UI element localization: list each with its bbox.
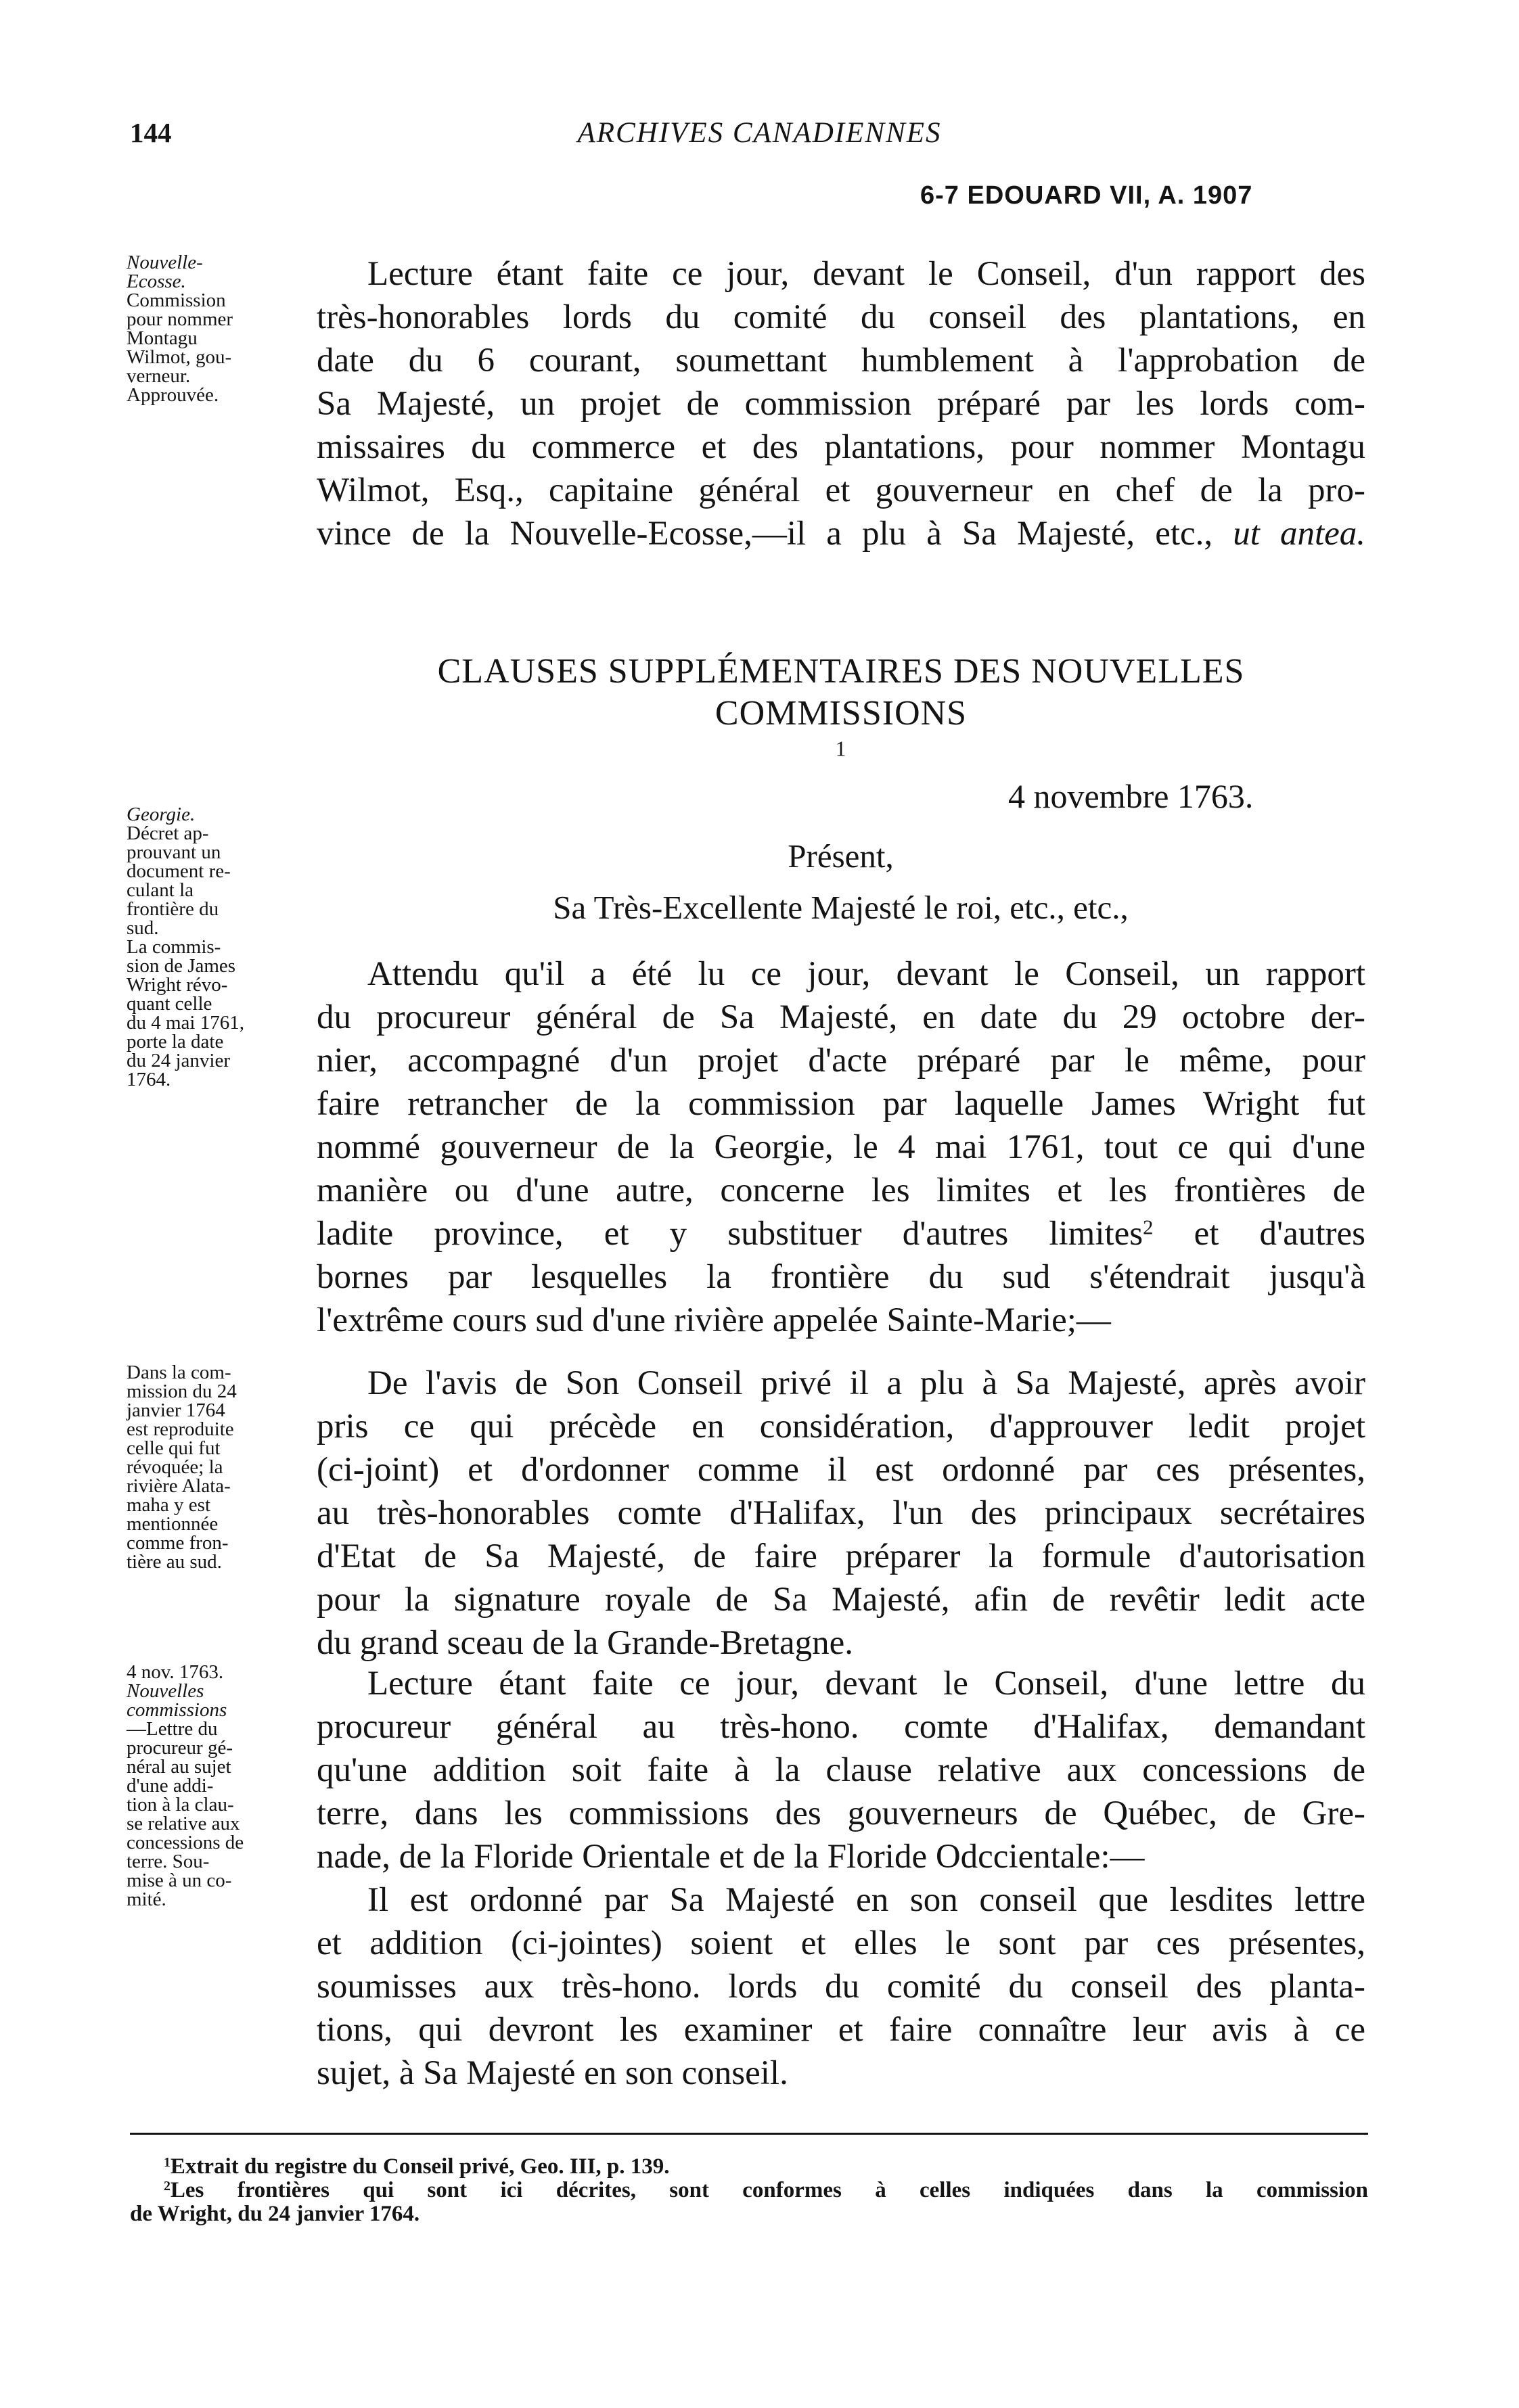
margin-note-line: Wright révo- bbox=[127, 974, 228, 996]
margin-note-line: pour nommer bbox=[127, 308, 233, 330]
margin-note-line: néral au sujet bbox=[127, 1756, 231, 1778]
text-line: nier, accompagné d'un projet d'acte préparé par le même, pour bbox=[317, 1042, 1365, 1080]
heading-line: CLAUSES SUPPLÉMENTAIRES DES NOUVELLES bbox=[437, 652, 1245, 691]
margin-note-line: du 24 janvier bbox=[127, 1050, 231, 1071]
text-line: date du 6 courant, soumettant humblement à l'approbation de bbox=[317, 342, 1365, 379]
footnote-2 bbox=[130, 2179, 1368, 2202]
margin-note-line: tière au sud. bbox=[127, 1551, 222, 1573]
text-line: sujet, à Sa Majesté en son conseil. bbox=[317, 2054, 788, 2092]
margin-note-line: 1764. bbox=[127, 1069, 171, 1090]
date-line: 4 novembre 1763. bbox=[1008, 777, 1254, 815]
margin-note-line: comme fron- bbox=[127, 1532, 229, 1554]
margin-note-line: terre. Sou- bbox=[127, 1851, 210, 1872]
text-line: qu'une addition soit faite à la clause relative aux concessions de bbox=[317, 1751, 1365, 1789]
margin-note-line: janvier 1764 bbox=[127, 1399, 225, 1421]
present-line: Présent, bbox=[788, 837, 894, 875]
king-line: Sa Très-Excellente Majesté le roi, etc., etc., bbox=[553, 889, 1129, 926]
text-line: très-honorables lords du comité du conseil des plantations, en bbox=[317, 298, 1365, 336]
text-line: l'extrême cours sud d'une rivière appelée Sainte-Marie;— bbox=[317, 1301, 1111, 1339]
margin-note-line: tion à la clau- bbox=[127, 1794, 234, 1815]
text-line: bornes par lesquelles la frontière du sud s'étendrait jusqu'à bbox=[317, 1258, 1365, 1296]
text-line: missaires du commerce et des plantations, pour nommer Montagu bbox=[317, 428, 1365, 466]
margin-note-line: frontière du bbox=[127, 898, 219, 920]
margin-note-line: d'une addi- bbox=[127, 1775, 214, 1797]
margin-note-line: quant celle bbox=[127, 993, 212, 1015]
section-heading bbox=[317, 651, 1365, 777]
text-line: d'Etat de Sa Majesté, de faire préparer la formule d'autorisation bbox=[317, 1537, 1365, 1575]
margin-note-line: Georgie. bbox=[127, 804, 196, 825]
margin-note-line: mité. bbox=[127, 1889, 166, 1910]
text-line: tions, qui devront les examiner et faire connaître leur avis à ce bbox=[317, 2011, 1365, 2049]
text-fragment: ladite province, et y substituer d'autres limites bbox=[317, 1215, 1143, 1253]
margin-note-line: mission du 24 bbox=[127, 1381, 237, 1402]
margin-note-line: porte la date bbox=[127, 1031, 224, 1052]
text-line: Lecture étant faite ce jour, devant le Conseil, d'un rapport des bbox=[367, 255, 1365, 293]
margin-note-line: Wilmot, gou- bbox=[127, 346, 232, 368]
footnote-mark: 2 bbox=[164, 2179, 171, 2194]
text-line: soumisses aux très-hono. lords du comité du conseil des planta- bbox=[317, 1968, 1365, 2006]
ut-antea: ut antea. bbox=[1233, 515, 1366, 553]
margin-note-line: 4 nov. 1763. bbox=[127, 1661, 224, 1683]
margin-note-line: Nouvelles bbox=[127, 1680, 204, 1702]
heading-text: COMMISSIONS bbox=[715, 694, 968, 733]
text-line: Lecture étant faite ce jour, devant le Conseil, d'une lettre du bbox=[367, 1665, 1365, 1703]
text-line: pour la signature royale de Sa Majesté, afin de revêtir ledit acte bbox=[317, 1581, 1365, 1619]
margin-note-line: du 4 mai 1761, bbox=[127, 1012, 244, 1034]
text-line bbox=[317, 512, 1365, 555]
margin-note-line: Décret ap- bbox=[127, 823, 209, 844]
margin-note-line: rivière Alata- bbox=[127, 1475, 231, 1497]
margin-note-line: est reproduite bbox=[127, 1418, 234, 1440]
text-line: De l'avis de Son Conseil privé il a plu à Sa Majesté, après avoir bbox=[367, 1364, 1365, 1402]
margin-note-line: sion de James bbox=[127, 955, 236, 977]
margin-note-line: celle qui fut bbox=[127, 1437, 221, 1459]
margin-note-nouvelles-commissions bbox=[127, 1663, 319, 1909]
footnote-mark: 2 bbox=[1143, 1215, 1154, 1239]
text-line: nommé gouverneur de la Georgie, le 4 mai 1761, tout ce qui d'une bbox=[317, 1128, 1365, 1166]
margin-note-dans-la-commission bbox=[127, 1363, 319, 1571]
margin-note-nouvelle-ecosse bbox=[127, 253, 319, 404]
margin-note-line: procureur gé- bbox=[127, 1737, 233, 1759]
margin-note-line: Nouvelle- bbox=[127, 252, 203, 273]
margin-note-line: prouvant un bbox=[127, 841, 221, 863]
paragraph-de-l-avis bbox=[317, 1362, 1365, 1665]
footnote-1 bbox=[130, 2155, 1368, 2179]
footnote-text: Les frontières qui sont ici décrites, sont conformes à celles indiquées dans la commission bbox=[170, 2178, 1368, 2202]
text-line: Wilmot, Esq., capitaine général et gouverneur en chef de la pro- bbox=[317, 471, 1365, 509]
margin-note-line: La commis- bbox=[127, 936, 221, 958]
margin-note-line: Dans la com- bbox=[127, 1362, 231, 1383]
margin-note-line: concessions de bbox=[127, 1832, 244, 1853]
text-line: du procureur général de Sa Majesté, en date du 29 octobre der- bbox=[317, 998, 1365, 1036]
footnote-mark: 1 bbox=[164, 2155, 171, 2171]
margin-note-line: Commission bbox=[127, 290, 226, 311]
footnotes bbox=[130, 2155, 1368, 2226]
paragraph-montagu-wilmot bbox=[317, 252, 1365, 555]
text-fragment: vince de la Nouvelle-Ecosse,—il a plu à Sa Majesté, etc., bbox=[317, 515, 1233, 553]
margin-note-line: document re- bbox=[127, 860, 231, 882]
text-line: procureur général au très-hono. comte d'Halifax, demandant bbox=[317, 1708, 1365, 1746]
text-line: au très-honorables comte d'Halifax, l'un des principaux secrétaires bbox=[317, 1494, 1365, 1532]
footnote-text: Extrait du registre du Conseil privé, Geo. III, p. 139. bbox=[170, 2154, 670, 2179]
text-line: Il est ordonné par Sa Majesté en son conseil que lesdites lettre bbox=[367, 1881, 1365, 1919]
footnote-2-continued: de Wright, du 24 janvier 1764. bbox=[130, 2202, 420, 2226]
page-number: 144 bbox=[130, 117, 172, 148]
margin-note-line: maha y est bbox=[127, 1494, 211, 1516]
footnote-rule bbox=[130, 2133, 1368, 2135]
margin-note-line: mentionnée bbox=[127, 1513, 219, 1535]
text-line: manière ou d'une autre, concerne les limites et les frontières de bbox=[317, 1172, 1365, 1209]
text-fragment: et d'autres bbox=[1153, 1215, 1365, 1253]
running-title: ARCHIVES CANADIENNES bbox=[577, 117, 942, 149]
paragraph-attendu bbox=[317, 952, 1365, 1342]
text-line: Sa Majesté, un projet de commission préparé par les lords com- bbox=[317, 385, 1365, 423]
margin-note-line: mise à un co- bbox=[127, 1870, 232, 1891]
text-line bbox=[317, 1212, 1365, 1255]
margin-note-line: Ecosse. bbox=[127, 271, 186, 292]
margin-note-line: sud. bbox=[127, 917, 159, 939]
text-line: terre, dans les commissions des gouverneurs de Québec, de Gre- bbox=[317, 1795, 1365, 1832]
margin-note-line: révoquée; la bbox=[127, 1456, 223, 1478]
footnote-mark: 1 bbox=[835, 737, 847, 761]
heading-line bbox=[317, 693, 1365, 777]
margin-note-line: —Lettre du bbox=[127, 1718, 218, 1740]
margin-note-line: Montagu bbox=[127, 327, 198, 349]
paragraph-il-est-ordonne bbox=[317, 1878, 1365, 2095]
margin-note-line: Approuvée. bbox=[127, 384, 219, 406]
margin-note-line: se relative aux bbox=[127, 1813, 240, 1834]
text-line: Attendu qu'il a été lu ce jour, devant le Conseil, un rapport bbox=[367, 955, 1365, 993]
text-line: pris ce qui précède en considération, d'approuver ledit projet bbox=[317, 1408, 1365, 1445]
text-line: faire retrancher de la commission par laquelle James Wright fut bbox=[317, 1085, 1365, 1123]
margin-note-line: culant la bbox=[127, 879, 194, 901]
text-line: (ci-joint) et d'ordonner comme il est ordonné par ces présentes, bbox=[317, 1451, 1365, 1489]
text-line: nade, de la Floride Orientale et de la Floride Odccientale:— bbox=[317, 1838, 1145, 1876]
margin-note-line: commissions bbox=[127, 1699, 227, 1721]
session-label: 6-7 EDOUARD VII, A. 1907 bbox=[920, 181, 1253, 210]
text-line: et addition (ci-jointes) soient et elles le sont par ces présentes, bbox=[317, 1924, 1365, 1962]
paragraph-lecture-lettre bbox=[317, 1662, 1365, 1878]
margin-note-line: verneur. bbox=[127, 365, 191, 387]
text-line: du grand sceau de la Grande-Bretagne. bbox=[317, 1624, 853, 1662]
